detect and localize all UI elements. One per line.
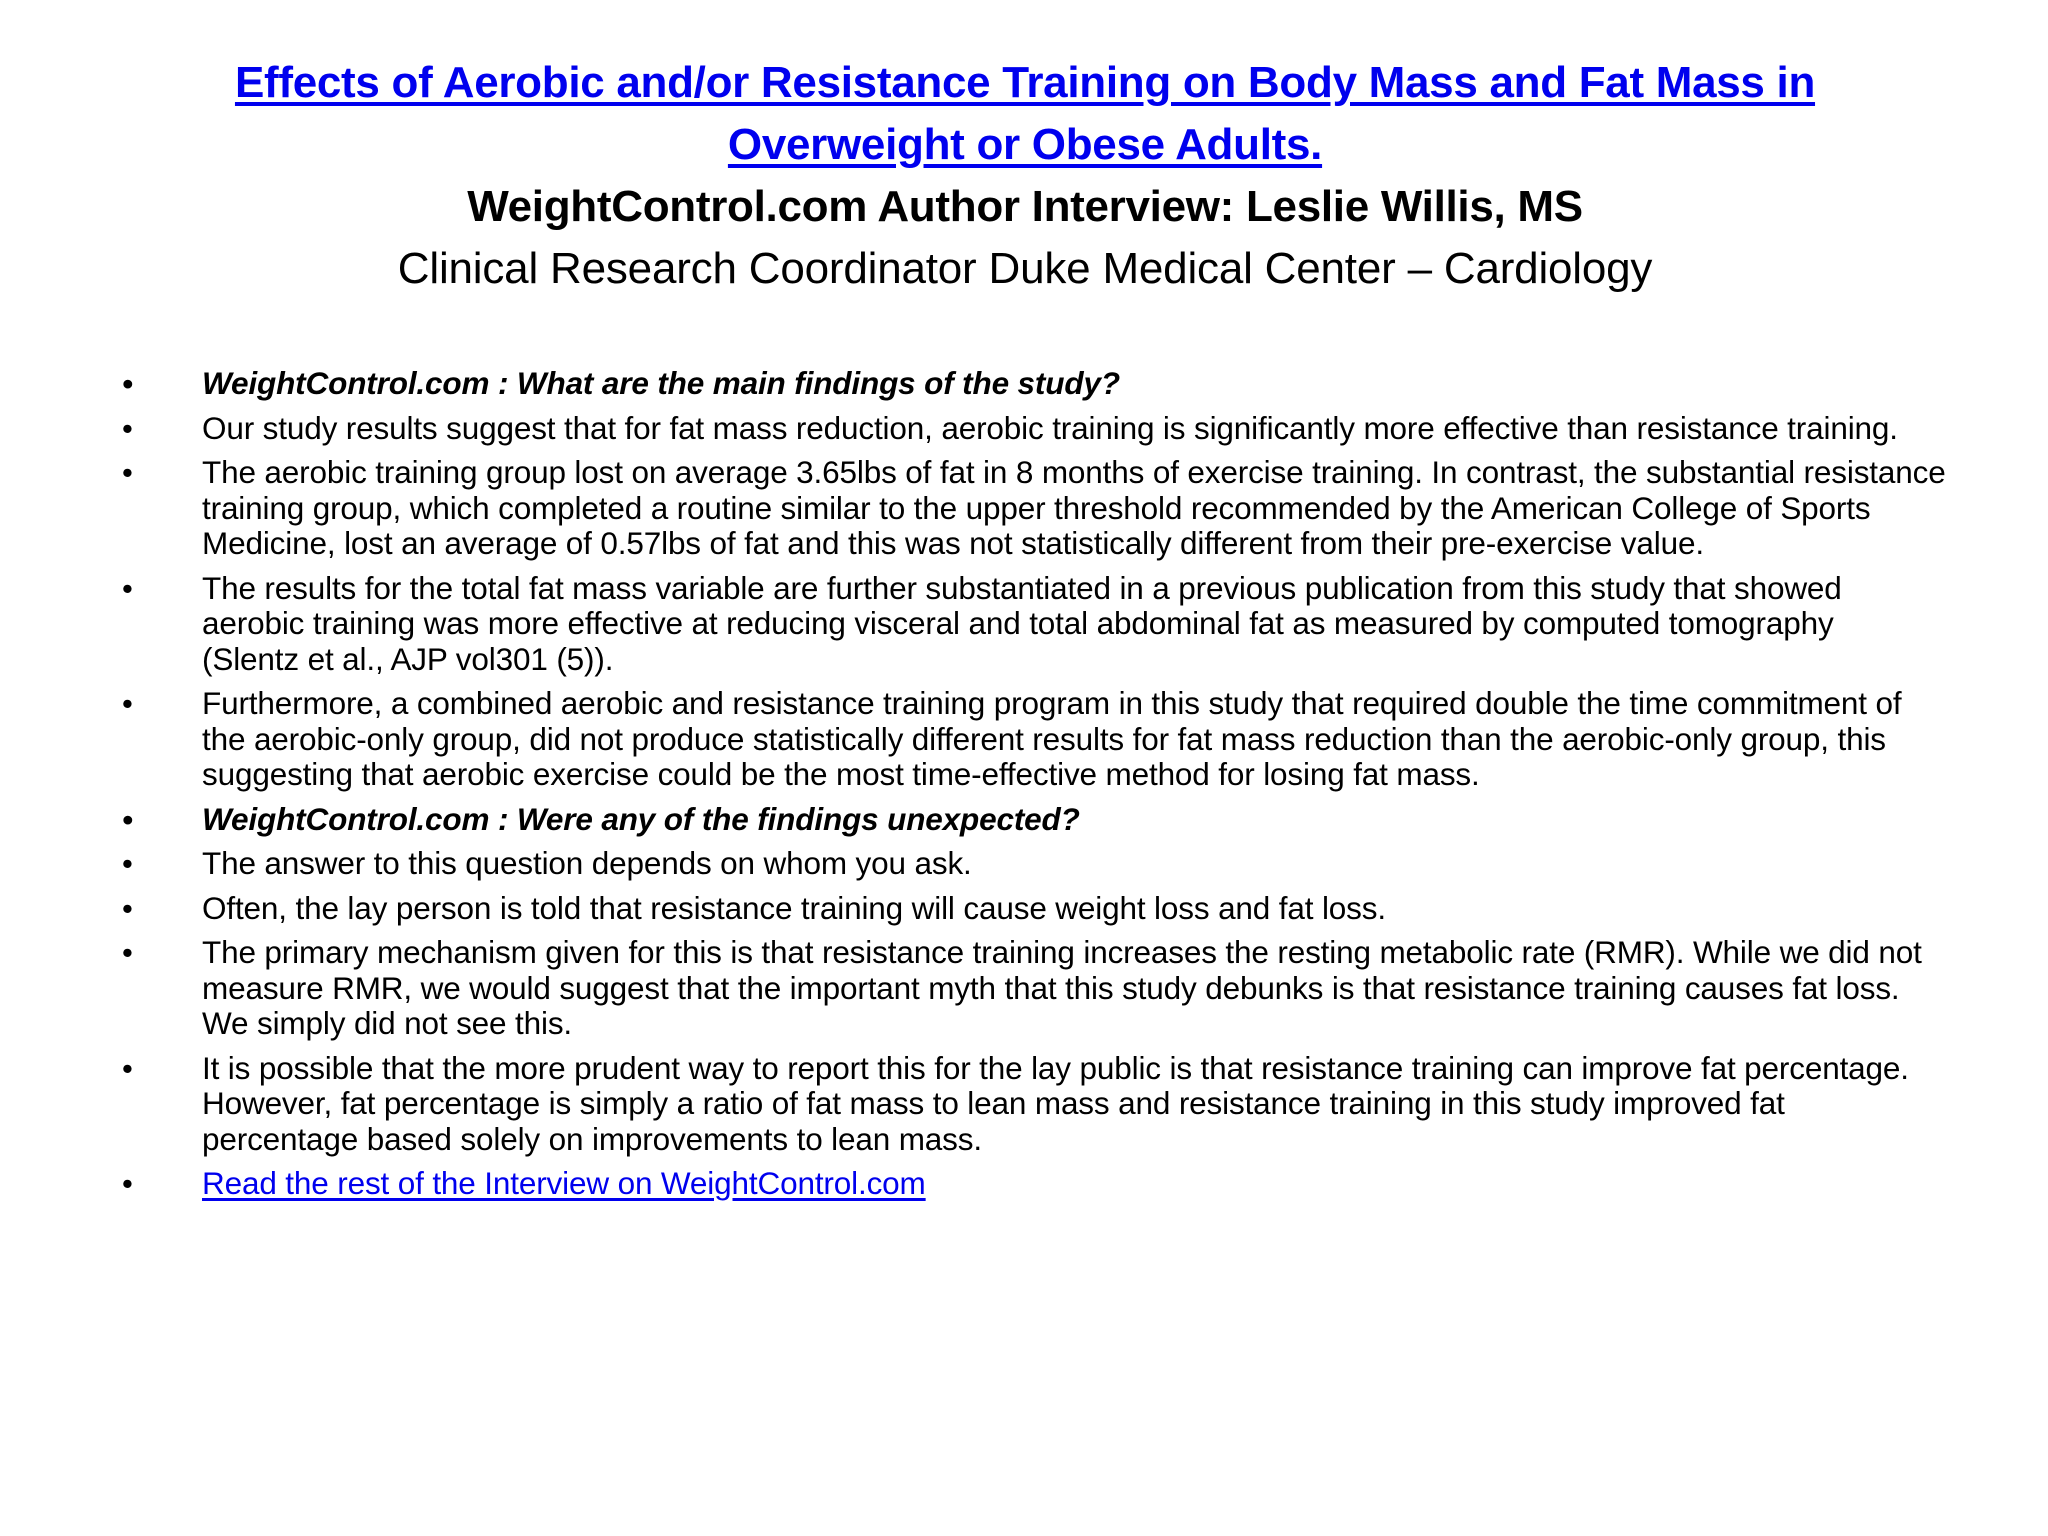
answer-item — [118, 1051, 1948, 1158]
answer-item — [118, 935, 1948, 1042]
bullet-icon: • — [122, 455, 133, 490]
bullet-text: WeightControl.com : Were any of the findings unexpected? — [202, 800, 1080, 837]
author-affiliation: Clinical Research Coordinator Duke Medical Center – Cardiology — [397, 244, 1653, 293]
bullet-icon: • — [122, 570, 133, 606]
answer-item — [118, 571, 1948, 678]
title-block — [180, 52, 1870, 300]
bullet-text: The answer to this question depends on whom you ask. — [202, 845, 972, 881]
answer-item — [118, 891, 1948, 927]
bullet-icon: • — [122, 366, 133, 401]
article-title-link[interactable]: Effects of Aerobic and/or Resistance Training on Body Mass and Fat Mass in Overweight or Obese Adults. — [234, 58, 1816, 169]
bullet-text: Furthermore, a combined aerobic and resistance training program in this study that required double the time commitment of the aerobic-only group, did not produce statistically different results for fat mass reduction than the aerobic-only group, this suggesting that aerobic exercise could be the most time-effective method for losing fat mass. — [202, 685, 1902, 792]
answer-item — [118, 686, 1948, 793]
question-main-findings — [118, 366, 1948, 402]
interview-subtitle: WeightControl.com Author Interview: Leslie Willis, MS — [467, 182, 1583, 231]
question-unexpected-findings — [118, 802, 1948, 838]
bullet-text: Our study results suggest that for fat mass reduction, aerobic training is significantly more effective than resistance training. — [202, 409, 1898, 446]
bullet-icon: • — [122, 410, 133, 446]
bullet-text: It is possible that the more prudent way to report this for the lay public is that resistance training can improve fat percentage. However, fat percentage is simply a ratio of fat mass to lean mass and resistance training in this study improved fat percentage based solely on improvements to lean mass. — [202, 1049, 1909, 1157]
answer-item — [118, 455, 1948, 562]
bullet-text: The results for the total fat mass variable are further substantiated in a previous publication from this study that showed aerobic training was more effective at reducing visceral and total abdominal fat as measured by computed tomography (Slentz et al., AJP vol301 (5)). — [202, 569, 1842, 677]
bullet-icon: • — [122, 686, 133, 721]
answer-item — [118, 411, 1948, 447]
interview-bullet-list — [118, 366, 1948, 1211]
bullet-text: The aerobic training group lost on average 3.65lbs of fat in 8 months of exercise training. In contrast, the substantial resistance training group, which completed a routine similar to the upper threshold recommended by the American College of Sports Medicine, lost an average of 0.57lbs of fat and this was not statistically different from their pre-exercise value. — [202, 454, 1946, 561]
bullet-icon: • — [122, 890, 133, 926]
bullet-icon: • — [122, 935, 133, 970]
bullet-icon: • — [122, 1166, 133, 1201]
bullet-icon: • — [122, 846, 133, 881]
bullet-text: Often, the lay person is told that resistance training will cause weight loss and fat loss. — [202, 889, 1386, 926]
read-more-item — [118, 1166, 1948, 1202]
bullet-icon: • — [122, 801, 133, 837]
bullet-text: WeightControl.com : What are the main findings of the study? — [202, 365, 1120, 401]
bullet-text: The primary mechanism given for this is that resistance training increases the resting metabolic rate (RMR). While we did not measure RMR, we would suggest that the important myth that this study debunks is that resistance training causes fat loss. We simply did not see this. — [202, 934, 1922, 1041]
bullet-icon: • — [122, 1050, 133, 1086]
answer-item — [118, 846, 1948, 882]
read-more-link[interactable]: Read the rest of the Interview on WeightControl.com — [202, 1165, 926, 1201]
